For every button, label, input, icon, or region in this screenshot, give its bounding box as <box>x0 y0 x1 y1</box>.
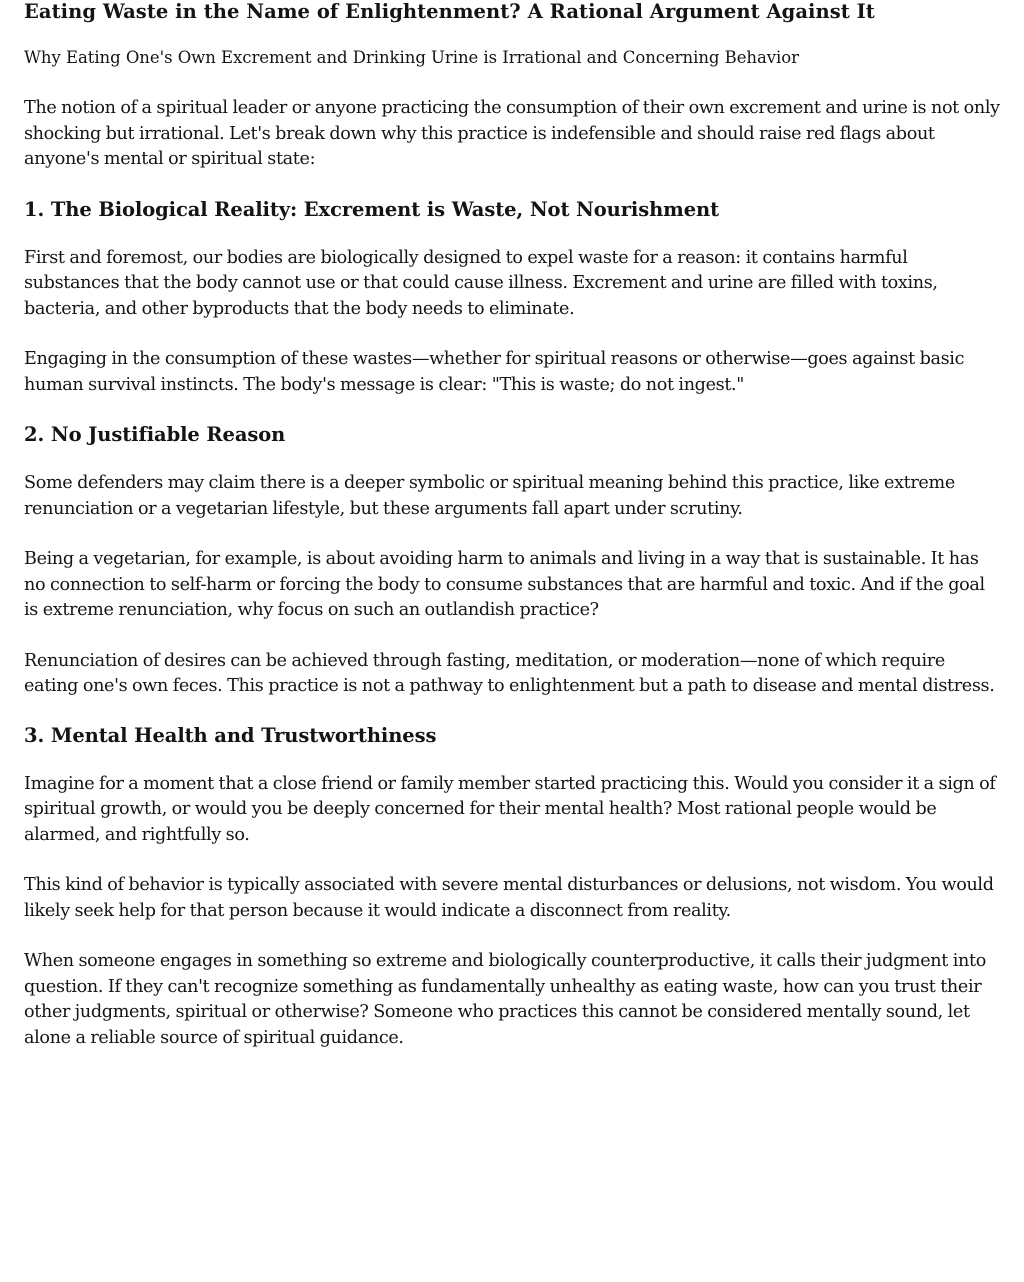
document-subtitle: Why Eating One's Own Excrement and Drinking Urine is Irrational and Concerning Behavior <box>24 48 799 67</box>
section-heading: 3. Mental Health and Trustworthiness <box>24 723 437 747</box>
section-heading: 2. No Justifiable Reason <box>24 423 286 446</box>
section-heading: 1. The Biological Reality: Excrement is Waste, Not Nourishment <box>24 197 720 221</box>
section-paragraph: First and foremost, our bodies are biologically designed to expel waste for a reason: it contains harmful substances that the body cannot use or that could cause illness. Excrement and urine are filled with toxins, bacteria, and other byproducts that the body needs to eliminate. <box>24 247 938 319</box>
intro-paragraph: The notion of a spiritual leader or anyone practicing the consumption of their own excrement and urine is not only shocking but irrational. Let's break down why this practice is indefensible and should raise red flags about anyone's mental or spiritual state: <box>24 98 1000 169</box>
section-paragraph: When someone engages in something so extreme and biologically counterproductive, it calls their judgment into question. If they can't recognize something as fundamentally unhealthy as eating waste, how can you trust their other judgments, spiritual or otherwise? Someone who practices this cannot be considered mentally sound, let alone a reliable source of spiritual guidance. <box>24 951 986 1048</box>
section-paragraph: Renunciation of desires can be achieved through fasting, meditation, or moderation—none of which require eating one's own feces. This practice is not a pathway to enlightenment but a path to disease and mental distress. <box>24 650 995 696</box>
section-paragraph: Being a vegetarian, for example, is about avoiding harm to animals and living in a way that is sustainable. It has no connection to self-harm or forcing the body to consume substances that are harmful and toxic. And if the goal is extreme renunciation, why focus on such an outlandish practice? <box>24 549 985 620</box>
section-biological-reality <box>24 198 1000 399</box>
section-paragraph: This kind of behavior is typically associated with severe mental disturbances or delusions, not wisdom. You would likely seek help for that person because it would indicate a disconnect from reality. <box>24 875 994 921</box>
section-paragraph: Some defenders may claim there is a deeper symbolic or spiritual meaning behind this practice, like extreme renunciation or a vegetarian lifestyle, but these arguments fall apart under scrutiny. <box>24 473 955 519</box>
section-paragraph: Imagine for a moment that a close friend or family member started practicing this. Would you consider it a sign of spiritual growth, or would you be deeply concerned for their mental health? Most rational people would be alarmed, and rightfully so. <box>24 773 996 845</box>
section-mental-health <box>24 724 1000 1052</box>
document-title: Eating Waste in the Name of Enlightenment? A Rational Argument Against It <box>24 0 875 23</box>
section-paragraph: Engaging in the consumption of these wastes—whether for spiritual reasons or otherwise—goes against basic human survival instincts. The body's message is clear: "This is waste; do not ingest." <box>24 349 965 395</box>
section-no-justifiable-reason <box>24 423 1000 700</box>
